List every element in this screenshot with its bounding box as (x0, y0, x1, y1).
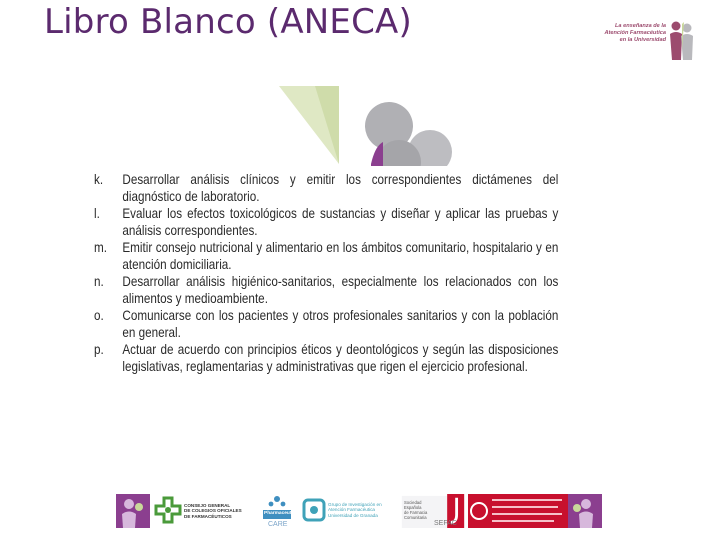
people-logo-left-icon (116, 494, 150, 528)
cgcof-logo-text: CONSEJO GENERAL DE COLEGIOS OFICIALES DE FARMACÉUTICOS (184, 503, 242, 519)
pharmacy-cross-icon (154, 494, 182, 528)
people-silhouette-icon (668, 20, 698, 62)
list-text: Comunicarse con los pacientes y otros profesionales sanitarios y con la población en general. (122, 308, 559, 340)
list-text: Desarrollar análisis clínicos y emitir los correspondientes dictámenes del diagnóstico de laboratorio. (122, 172, 559, 204)
page-title: Libro Blanco (ANECA) (44, 2, 412, 42)
list-letter: n. (94, 274, 104, 289)
list-letter: o. (94, 308, 104, 323)
list-item (94, 239, 558, 273)
top-logo-text: La enseñanza de la Atención Farmacéutica en la Universidad (604, 23, 666, 44)
care-text: CARE (268, 521, 288, 528)
list-item (94, 307, 558, 341)
pharmaceutical-care-text: Pharmaceutical (264, 511, 300, 516)
list-letter: p. (94, 342, 104, 357)
list-letter: l. (94, 206, 100, 221)
list-item (94, 273, 558, 307)
top-logo (588, 18, 700, 64)
competency-list (94, 171, 558, 375)
puzzle-icon (302, 494, 326, 528)
list-item (94, 341, 558, 375)
list-letter: k. (94, 172, 104, 187)
background-decoration (275, 86, 475, 166)
footer-logos (116, 494, 602, 530)
grupo-logo-text: Grupo de Investigación en Atención Farmacéutica Universidad de Granada (328, 502, 382, 518)
people-logo-right-icon (568, 494, 602, 528)
sponsor-logo-icon (468, 494, 568, 528)
list-item (94, 171, 558, 205)
list-text: Emitir consejo nutricional y alimentario en los ámbitos comunitario, hospitalario y en atención domiciliaria. (122, 240, 559, 272)
list-item (94, 205, 558, 239)
list-text: Actuar de acuerdo con principios éticos y deontológicos y según las disposiciones legislativas, reglamentarias y administrativas que rigen el ejercicio profesional. (122, 342, 559, 374)
sefac-label: SEFAC (434, 520, 457, 527)
list-text: Desarrollar análisis higiénico-sanitarios, especialmente los relacionados con los alimentos y medioambiente. (122, 274, 559, 306)
list-text: Evaluar los efectos toxicológicos de sustancias y diseñar y aplicar las pruebas y análisis correspondientes. (122, 206, 559, 238)
sefac-logo-text: Sociedad Española de Farmacia Comunitaria (404, 500, 428, 520)
list-letter: m. (94, 240, 107, 255)
